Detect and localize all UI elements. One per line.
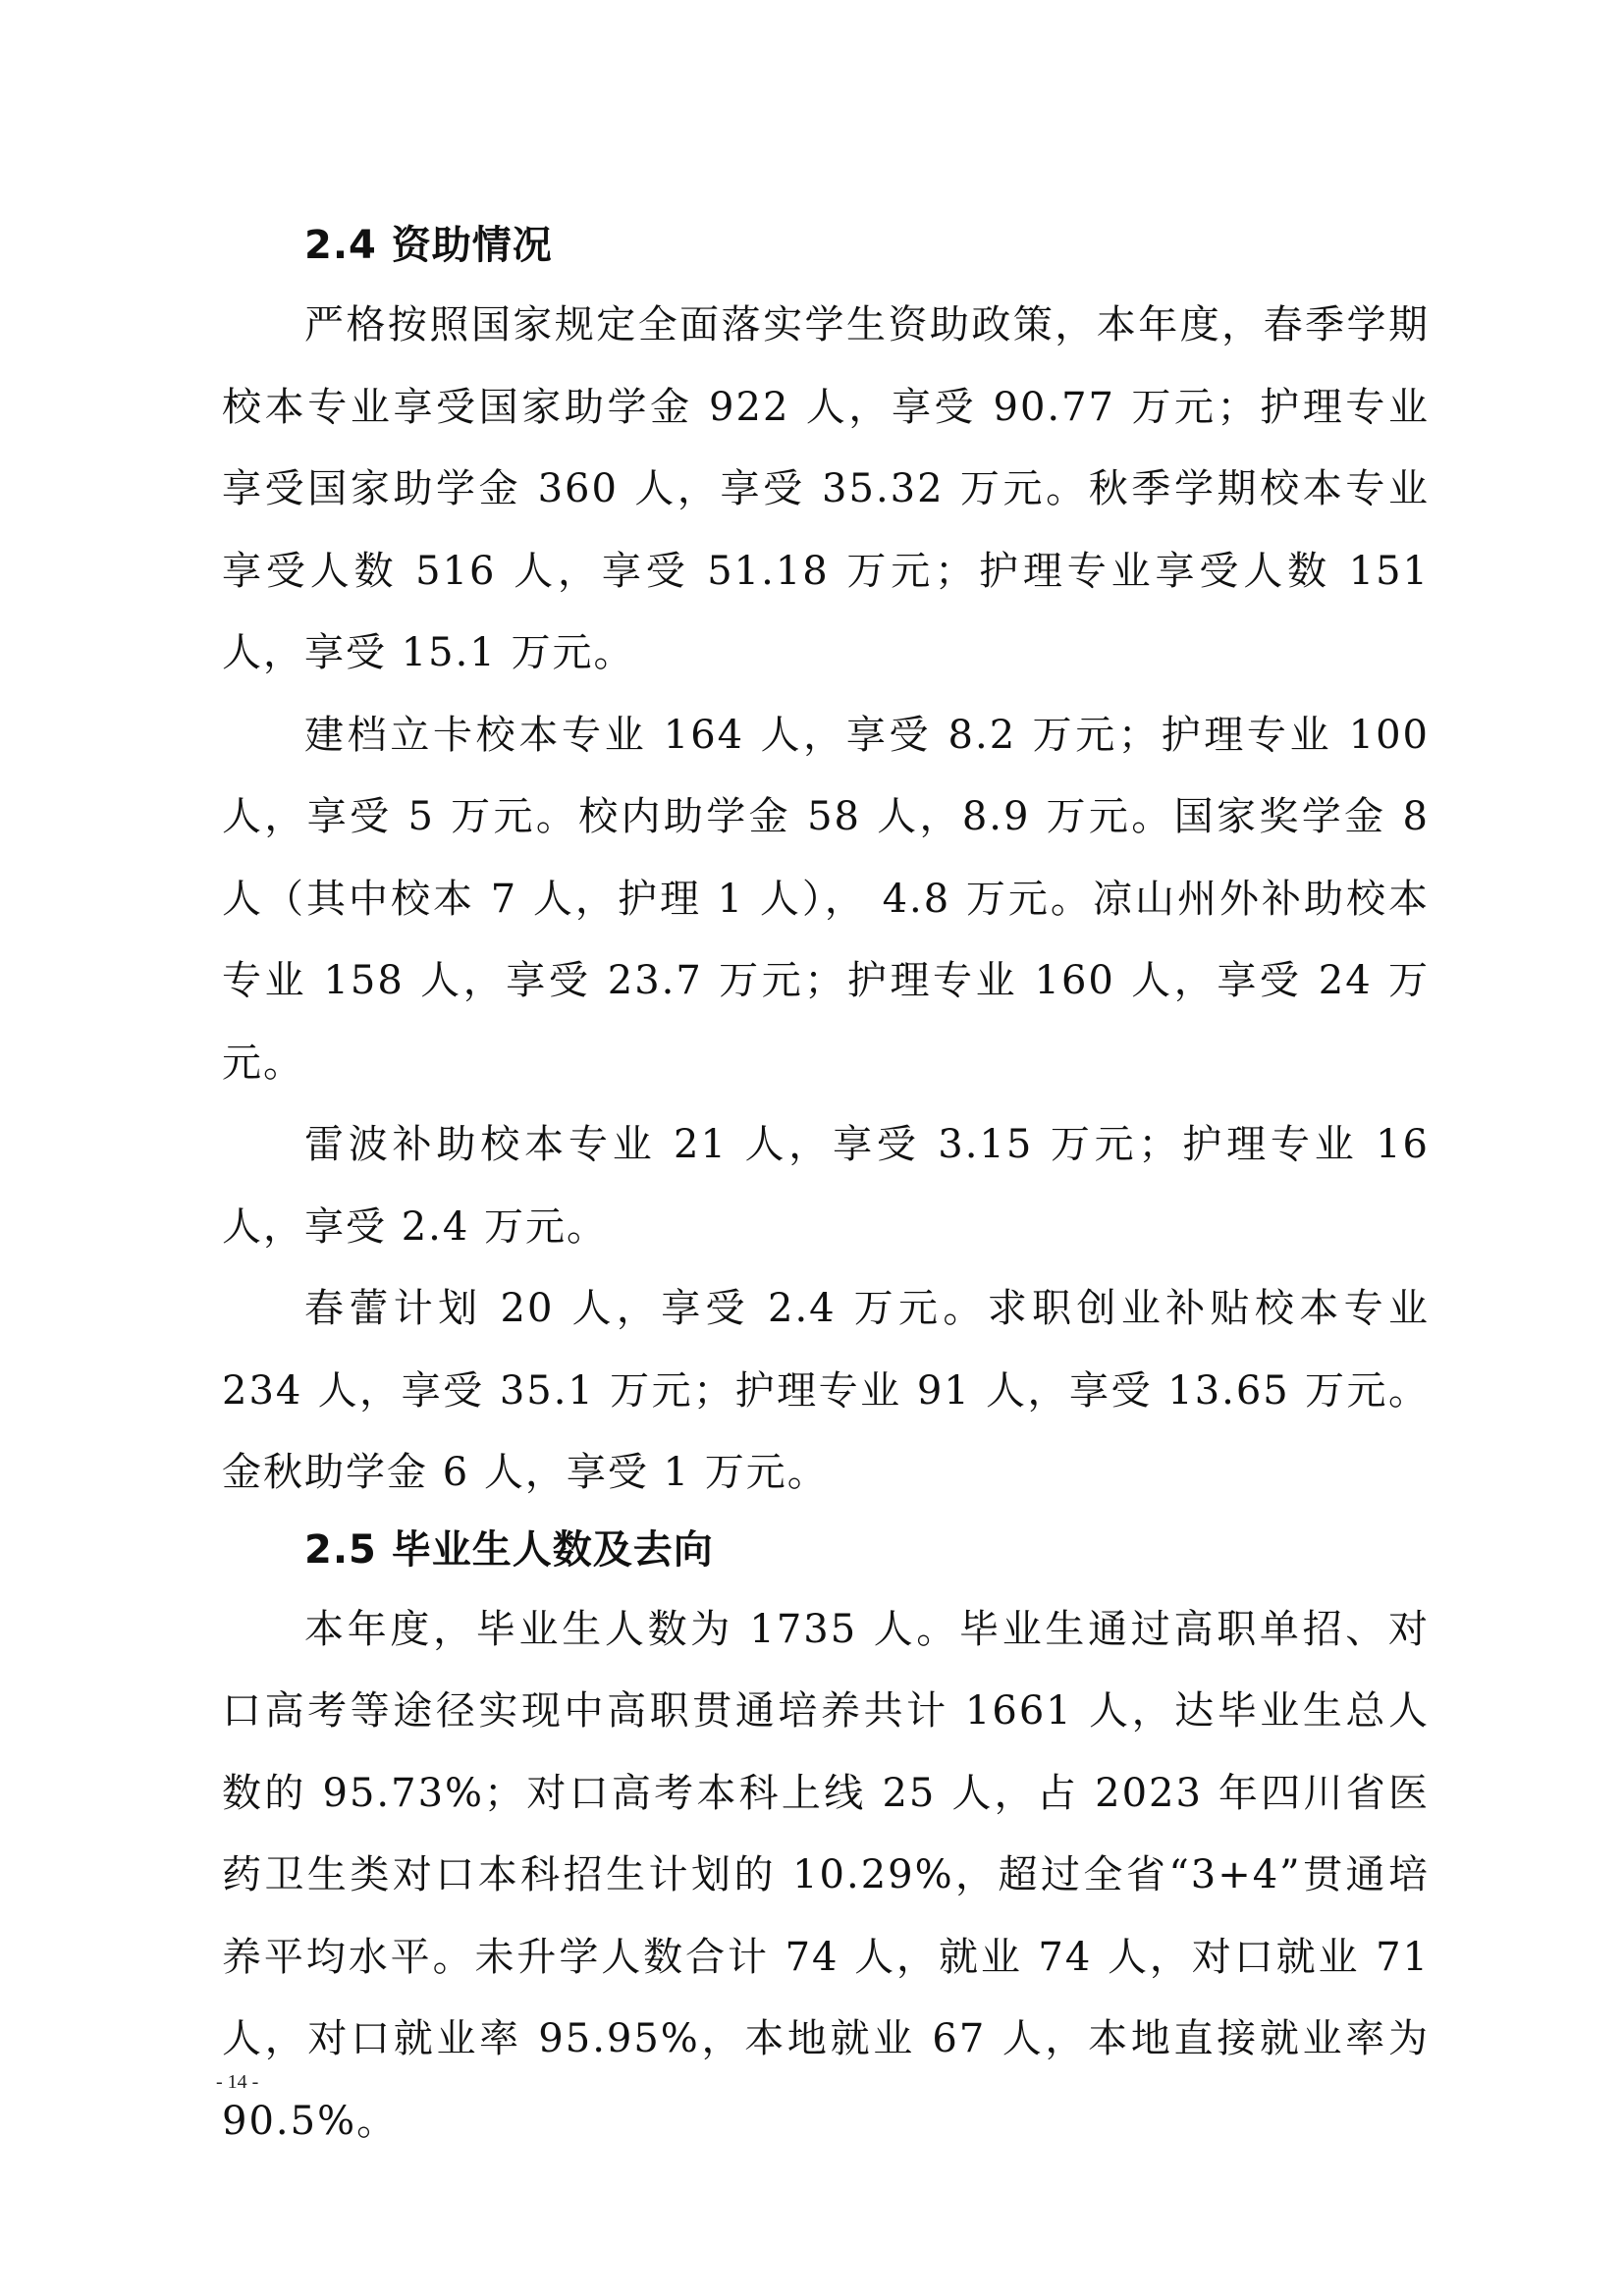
paragraph-funding-overview: 严格按照国家规定全面落实学生资助政策，本年度，春季学期校本专业享受国家助学金 922 人，享受 90.77 万元；护理专业享受国家助学金 360 人，享受 35.32 万元。秋季学期校本专业享受人数 516 人，享受 51.18 万元；护理专业享受人数 151 人，享受 15.1 万元。 bbox=[222, 302, 1430, 675]
section-heading-funding: 2.4 资助情况 bbox=[304, 223, 553, 268]
paragraph-poverty-registered: 建档立卡校本专业 164 人，享受 8.2 万元；护理专业 100 人，享受 5 万元。校内助学金 58 人，8.9 万元。国家奖学金 8 人（其中校本 7 人，护理 1 人）， 4.8 万元。凉山州外补助校本专业 158 人，享受 23.7 万元；护理专业 160 人，享受 24 万元。 bbox=[222, 712, 1430, 1086]
page-number: - 14 - bbox=[216, 2071, 259, 2093]
paragraph-leibo-subsidy: 雷波补助校本专业 21 人，享受 3.15 万元；护理专业 16 人，享受 2.4 万元。 bbox=[222, 1122, 1430, 1250]
page-content bbox=[222, 214, 1430, 2163]
paragraph-chunlei-plan: 春蕾计划 20 人，享受 2.4 万元。求职创业补贴校本专业 234 人，享受 35.1 万元；护理专业 91 人，享受 13.65 万元。金秋助学金 6 人，享受 1 万元。 bbox=[222, 1286, 1430, 1495]
section-heading-graduates: 2.5 毕业生人数及去向 bbox=[304, 1526, 714, 1573]
paragraph-graduates: 本年度，毕业生人数为 1735 人。毕业生通过高职单招、对口高考等途径实现中高职贯通培养共计 1661 人，达毕业生总人数的 95.73%；对口高考本科上线 25 人，占 2023 年四川省医药卫生类对口本科招生计划的 10.29%，超过全省“3+4”贯通培养平均水平。未升学人数合计 74 人，就业 74 人，对口就业 71 人，对口就业率 95.95%，本地就业 67 人，本地直接就业率为 90.5%。 bbox=[222, 1606, 1430, 2144]
